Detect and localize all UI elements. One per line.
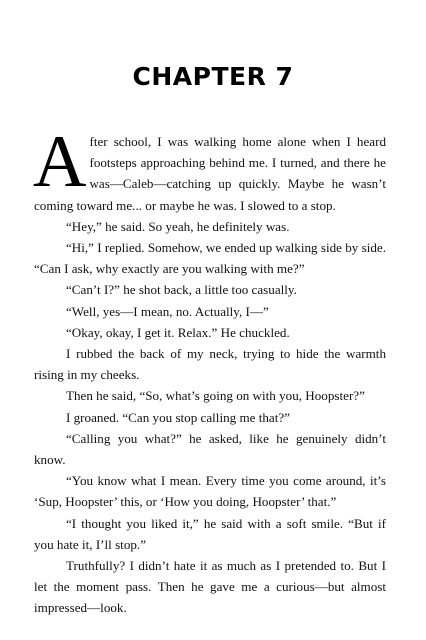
paragraph-1 [33,121,386,216]
paragraph-2: “Hey,” he said. So yeah, he definitely was. [66,218,290,234]
paragraph-6: “Okay, okay, I get it. Relax.” He chuckled. [66,324,290,340]
drop-cap: A [33,121,87,203]
paragraph-12: “I thought you liked it,” he said with a soft smile. “But if you hate it, I’ll stop.” [34,515,386,552]
paragraph-11: “You know what I mean. Every time you come around, it’s ‘Sup, Hoopster’ this, or ‘How you doing, Hoopster’ that.” [34,473,386,510]
paragraph-1-text: fter school, I was walking home alone when I heard footsteps approaching behind me. I turned, and there he was—Caleb—catching up quickly. Maybe he wasn’t coming toward me... or maybe he was. I slowed to a stop. [34,134,386,213]
paragraph-7: I rubbed the back of my neck, trying to hide the warmth rising in my cheeks. [34,346,386,383]
paragraph-10: “Calling you what?” he asked, like he genuinely didn’t know. [34,430,386,468]
paragraph-13: Truthfully? I didn’t hate it as much as I pretended to. But I let the moment pass. Then he gave me a curious—but almost impressed—look. [34,558,386,616]
paragraph-5: “Well, yes—I mean, no. Actually, I—” [66,303,269,319]
paragraph-4: “Can’t I?” he shot back, a little too casually. [66,282,297,298]
paragraph-3: “Hi,” I replied. Somehow, we ended up walking side by side. “Can I ask, why exactly are you walking with me?” [34,240,386,277]
paragraph-8: Then he said, “So, what’s going on with you, Hoopster?” [66,388,365,404]
chapter-title: CHAPTER 7 [132,62,294,91]
chapter-body [33,121,386,619]
paragraph-9: I groaned. “Can you stop calling me that?” [66,409,290,425]
